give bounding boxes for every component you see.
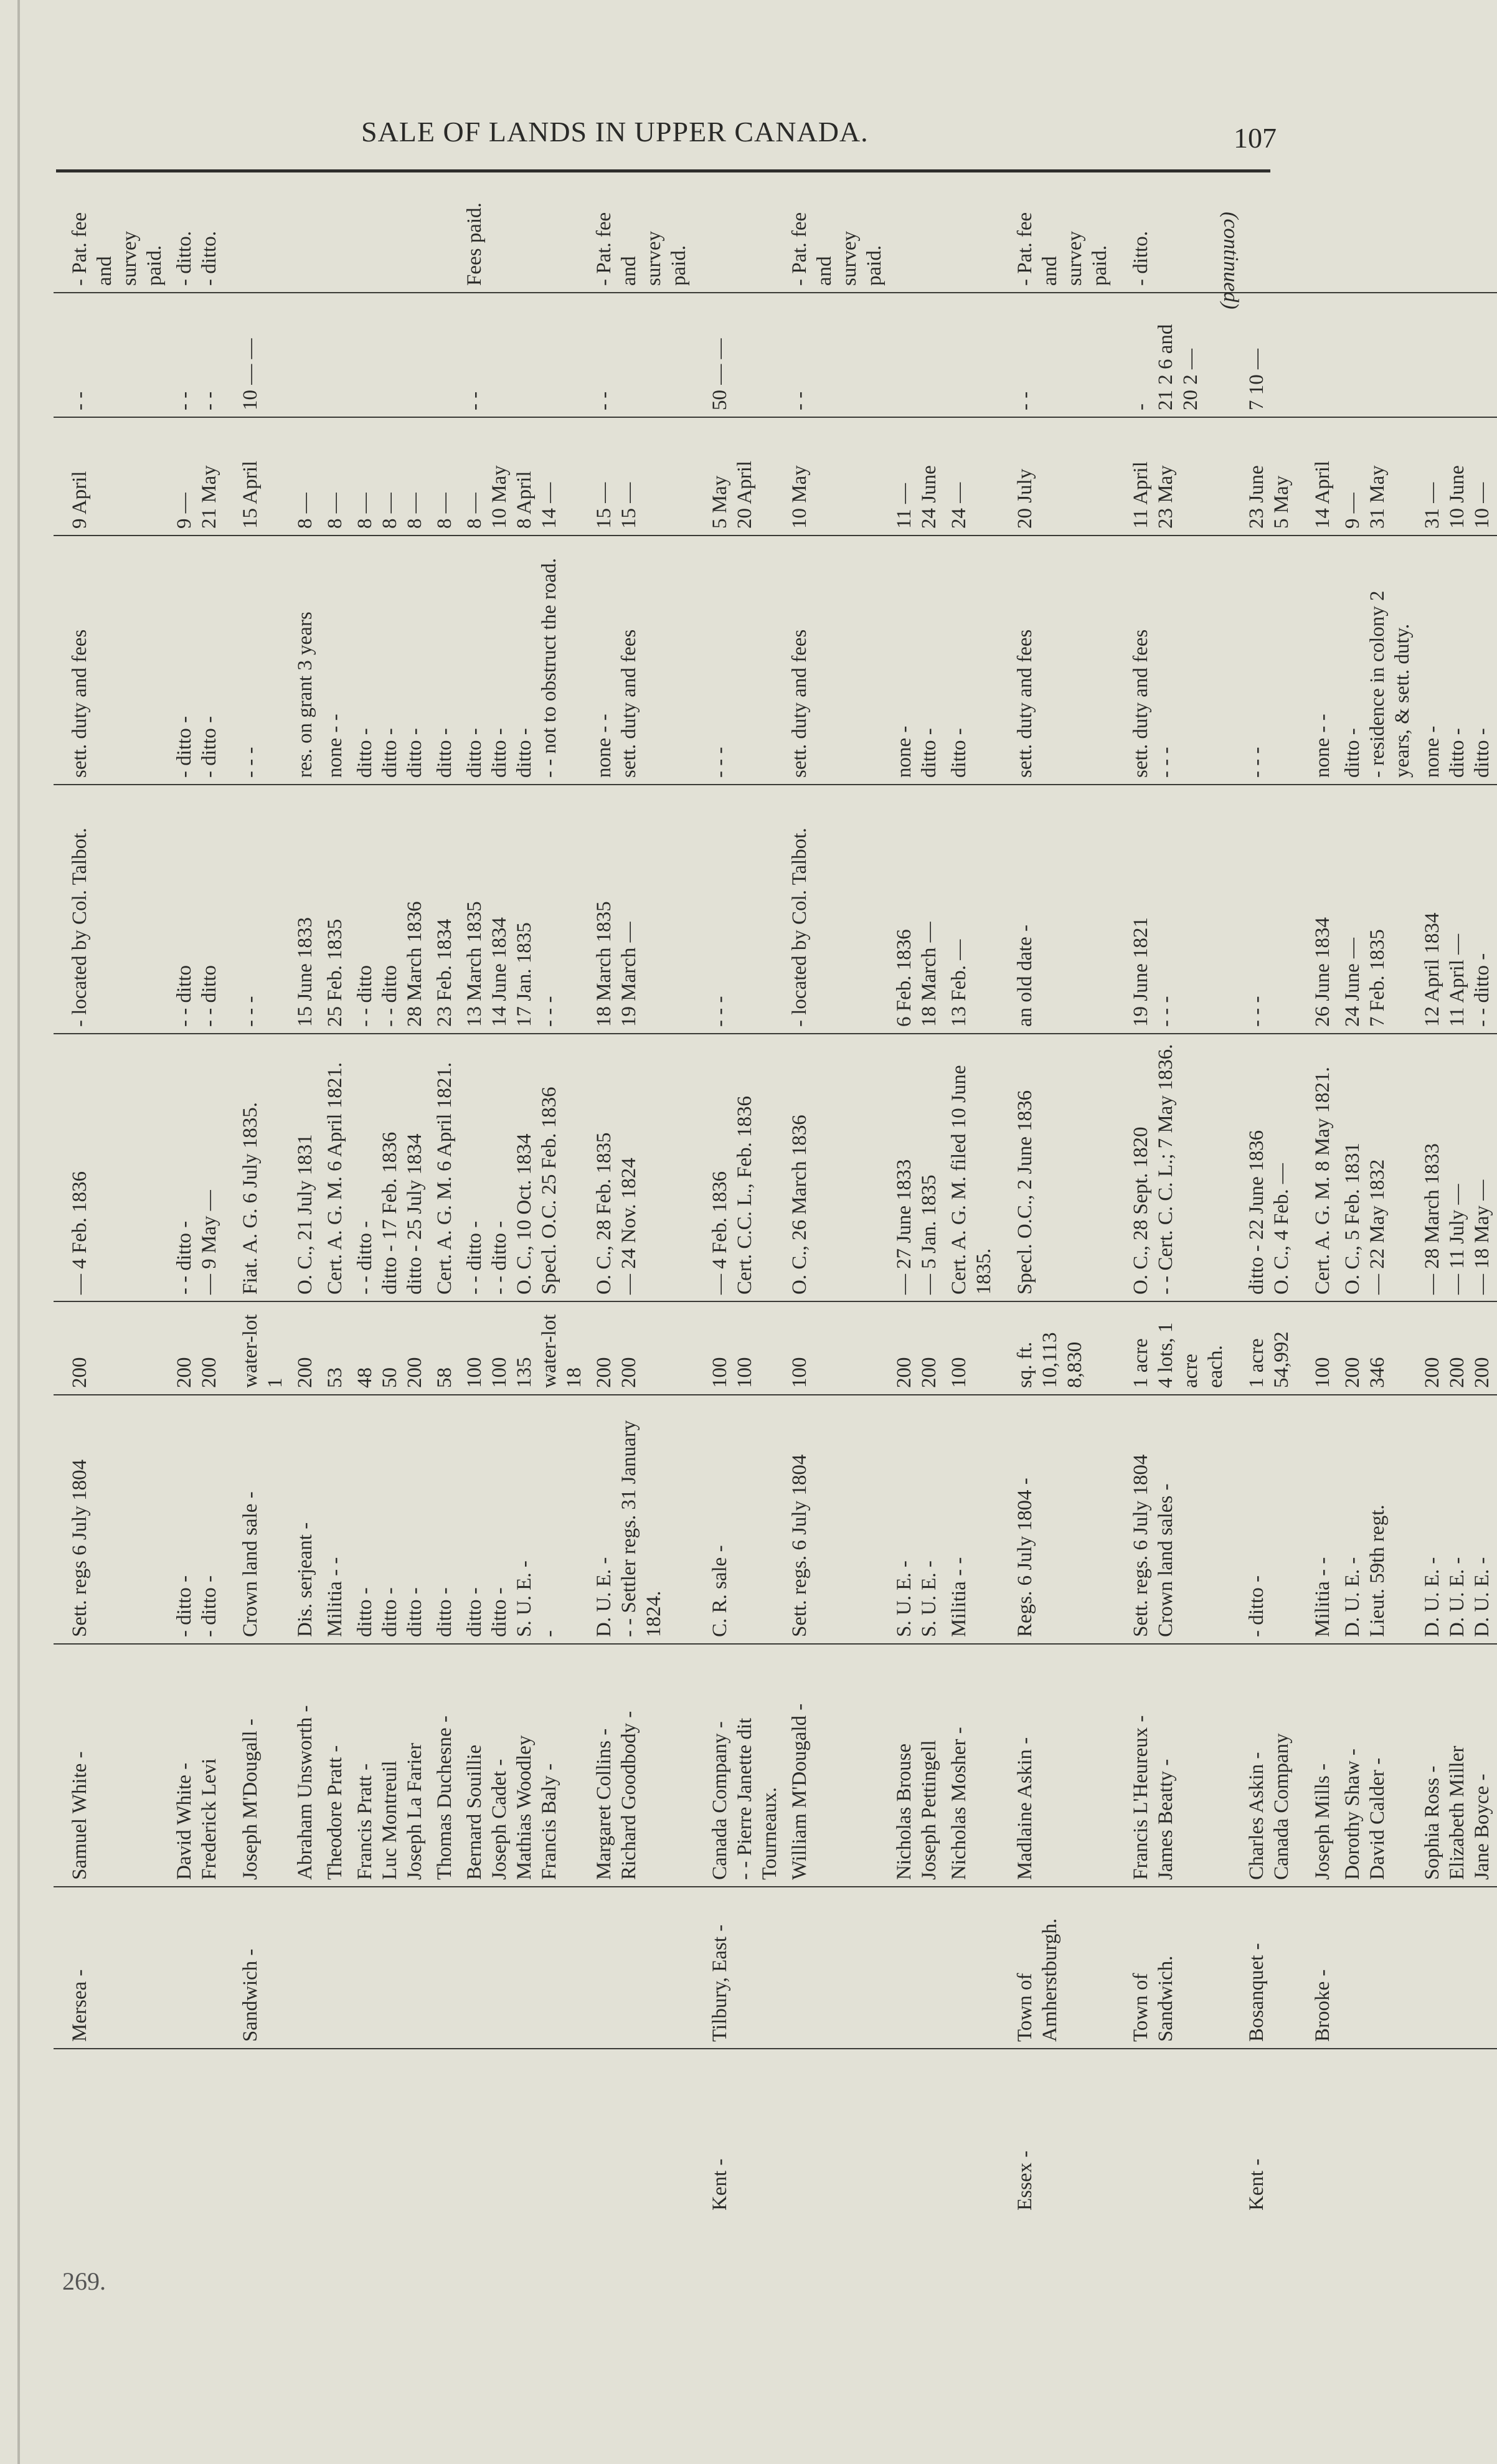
cell-township bbox=[1338, 1887, 1417, 2049]
page-binding-edge bbox=[17, 0, 20, 2464]
page-heading: SALE OF LANDS IN UPPER CANADA. bbox=[361, 116, 869, 148]
cell-located-description: 13 March 1835 14 June 1834 17 Jan. 1835 - - - bbox=[460, 785, 589, 1034]
cell-township bbox=[589, 1887, 694, 2049]
cell-fees: - - bbox=[460, 293, 589, 417]
cell-remarks: - ditto. bbox=[1115, 193, 1230, 293]
cell-township: Mersea - bbox=[54, 1887, 169, 2049]
cell-name-of-grantee: Theodore Pratt - bbox=[320, 1644, 350, 1887]
cell-order-in-council-date: - - ditto - - - ditto - O. C., 10 Oct. 1834 Specl. O.C. 25 Feb. 1836 bbox=[460, 1034, 589, 1301]
cell-name-of-grantee: Madlaine Askin - bbox=[999, 1644, 1115, 1887]
cell-district bbox=[1417, 2049, 1497, 2217]
cell-located-description: 13 Feb. — bbox=[944, 785, 999, 1034]
cell-located-description: 6 Feb. 1836 18 March — bbox=[889, 785, 944, 1034]
cell-patent-date: 8 — bbox=[430, 417, 460, 536]
cell-patent-date: 5 May 20 April bbox=[694, 417, 785, 536]
table-row bbox=[999, 193, 1115, 2217]
cell-township: Brooke - bbox=[1296, 1887, 1338, 2049]
cell-district bbox=[460, 2049, 589, 2217]
cell-conditions: none - ditto - bbox=[889, 536, 944, 785]
cell-conditions: - - - bbox=[224, 536, 290, 785]
cell-name-of-grantee: Francis L'Heureux - James Beatty - bbox=[1115, 1644, 1230, 1887]
cell-acres: 53 bbox=[320, 1301, 350, 1395]
cell-name-of-grantee: Samuel White - bbox=[54, 1644, 169, 1887]
cell-located-description: - located by Col. Talbot. bbox=[54, 785, 169, 1034]
table-row bbox=[785, 193, 889, 2217]
cell-fees bbox=[1296, 293, 1338, 417]
cell-patent-date: 14 April bbox=[1296, 417, 1338, 536]
cell-located-description: 18 March 1835 19 March — bbox=[589, 785, 694, 1034]
cell-township: Town of Sandwich. bbox=[1115, 1887, 1230, 2049]
cell-remarks bbox=[694, 193, 785, 293]
cell-fees: - - bbox=[785, 293, 889, 417]
cell-district bbox=[785, 2049, 889, 2217]
cell-name-of-grantee: David White - Frederick Levi bbox=[169, 1644, 224, 1887]
cell-order-in-council-date: - - ditto - — 9 May — bbox=[169, 1034, 224, 1301]
cell-acres: 100 bbox=[785, 1301, 889, 1395]
cell-order-in-council-date: Cert. A. G. M. 8 May 1821. bbox=[1296, 1034, 1338, 1301]
cell-conditions: sett. duty and fees bbox=[999, 536, 1115, 785]
cell-district bbox=[224, 2049, 290, 2217]
land-sales-table-rotated bbox=[54, 193, 1493, 2217]
cell-remarks: - ditto. - ditto. bbox=[169, 193, 224, 293]
cell-acres: 48 50 200 bbox=[350, 1301, 430, 1395]
cell-conditions: ditto - bbox=[430, 536, 460, 785]
cell-remarks bbox=[290, 193, 320, 293]
cell-authority: Sett. regs 6 July 1804 bbox=[54, 1395, 169, 1644]
cell-township bbox=[350, 1887, 430, 2049]
cell-fees bbox=[350, 293, 430, 417]
cell-fees bbox=[944, 293, 999, 417]
cell-district bbox=[889, 2049, 944, 2217]
cell-authority: D. U. E. - - - Settler regs. 31 January 1824. bbox=[589, 1395, 694, 1644]
cell-fees: 7 10 — bbox=[1230, 293, 1296, 417]
cell-township: Bosanquet - bbox=[1230, 1887, 1296, 2049]
cell-located-description: 25 Feb. 1835 bbox=[320, 785, 350, 1034]
cell-conditions: sett. duty and fees - - - bbox=[1115, 536, 1230, 785]
cell-patent-date: 8 — bbox=[290, 417, 320, 536]
cell-authority: - ditto - - ditto - bbox=[169, 1395, 224, 1644]
cell-acres: 100 100 bbox=[694, 1301, 785, 1395]
cell-located-description: 12 April 1834 11 April — - - ditto - bbox=[1417, 785, 1497, 1034]
table-row bbox=[460, 193, 589, 2217]
cell-located-description: - - ditto - - ditto bbox=[169, 785, 224, 1034]
cell-order-in-council-date: - - ditto - ditto - 17 Feb. 1836 ditto - 25 July 1834 bbox=[350, 1034, 430, 1301]
cell-fees bbox=[889, 293, 944, 417]
table-row bbox=[320, 193, 350, 2217]
cell-acres: 1 acre 4 lots, 1 acre each. bbox=[1115, 1301, 1230, 1395]
cell-acres: sq. ft. 10,113 8,830 bbox=[999, 1301, 1115, 1395]
cell-conditions: none - - bbox=[1296, 536, 1338, 785]
cell-remarks: - Pat. fee and survey paid. bbox=[999, 193, 1115, 293]
cell-authority: - ditto - bbox=[1230, 1395, 1296, 1644]
folio-number: 269. bbox=[62, 2267, 106, 2295]
cell-located-description: an old date - bbox=[999, 785, 1115, 1034]
cell-located-description: 24 June — 7 Feb. 1835 bbox=[1338, 785, 1417, 1034]
cell-patent-date: 11 April 23 May bbox=[1115, 417, 1230, 536]
cell-conditions: sett. duty and fees bbox=[54, 536, 169, 785]
cell-name-of-grantee: Nicholas Mosher - bbox=[944, 1644, 999, 1887]
cell-order-in-council-date: — 4 Feb. 1836 bbox=[54, 1034, 169, 1301]
cell-remarks bbox=[224, 193, 290, 293]
cell-patent-date: 10 May bbox=[785, 417, 889, 536]
cell-located-description: - - - bbox=[224, 785, 290, 1034]
cell-authority: Crown land sale - bbox=[224, 1395, 290, 1644]
cell-district bbox=[944, 2049, 999, 2217]
cell-township: Sandwich - bbox=[224, 1887, 290, 2049]
cell-located-description: - - - bbox=[694, 785, 785, 1034]
cell-fees: - - bbox=[999, 293, 1115, 417]
cell-township: Town of Amherstburgh. bbox=[999, 1887, 1115, 2049]
cell-order-in-council-date: Cert. A. G. M. filed 10 June 1835. bbox=[944, 1034, 999, 1301]
cell-patent-date: 31 — 10 June 10 — bbox=[1417, 417, 1497, 536]
cell-order-in-council-date: O. C., 21 July 1831 bbox=[290, 1034, 320, 1301]
cell-conditions: none - - bbox=[320, 536, 350, 785]
cell-remarks: Fees paid. bbox=[460, 193, 589, 293]
table-row bbox=[430, 193, 460, 2217]
cell-district bbox=[1296, 2049, 1338, 2217]
cell-patent-date: 8 — 8 — 8 — bbox=[350, 417, 430, 536]
cell-conditions: ditto - ditto - ditto - - - not to obstruct the road. bbox=[460, 536, 589, 785]
cell-conditions: - - - bbox=[1230, 536, 1296, 785]
cell-authority: ditto - ditto - S. U. E. - - bbox=[460, 1395, 589, 1644]
cell-district bbox=[350, 2049, 430, 2217]
cell-remarks: - Pat. fee and survey paid. bbox=[785, 193, 889, 293]
table-row bbox=[224, 193, 290, 2217]
cell-order-in-council-date: O. C., 28 Feb. 1835 — 24 Nov. 1824 bbox=[589, 1034, 694, 1301]
cell-patent-date: 8 — 10 May 8 April 14 — bbox=[460, 417, 589, 536]
cell-remarks: - Pat. fee and survey paid. bbox=[589, 193, 694, 293]
cell-located-description: 26 June 1834 bbox=[1296, 785, 1338, 1034]
cell-located-description: - - ditto - - ditto 28 March 1836 bbox=[350, 785, 430, 1034]
cell-district bbox=[290, 2049, 320, 2217]
cell-district bbox=[320, 2049, 350, 2217]
cell-fees bbox=[1417, 293, 1497, 417]
cell-district bbox=[54, 2049, 169, 2217]
cell-name-of-grantee: Dorothy Shaw - David Calder - bbox=[1338, 1644, 1417, 1887]
cell-conditions: res. on grant 3 years bbox=[290, 536, 320, 785]
cell-conditions: ditto - - residence in colony 2 years, & sett. duty. bbox=[1338, 536, 1417, 785]
cell-authority: Sett. regs. 6 July 1804 Crown land sales - bbox=[1115, 1395, 1230, 1644]
table-row bbox=[350, 193, 430, 2217]
cell-fees bbox=[320, 293, 350, 417]
cell-district: Essex - bbox=[1014, 2150, 1036, 2211]
cell-district bbox=[430, 2049, 460, 2217]
cell-acres: 200 346 bbox=[1338, 1301, 1417, 1395]
cell-order-in-council-date: — 4 Feb. 1836 Cert. C.C. L., Feb. 1836 bbox=[694, 1034, 785, 1301]
cell-authority: ditto - bbox=[430, 1395, 460, 1644]
cell-fees: 50 — — bbox=[694, 293, 785, 417]
cell-patent-date: 9 April bbox=[54, 417, 169, 536]
cell-order-in-council-date: — 27 June 1833 — 5 Jan. 1835 bbox=[889, 1034, 944, 1301]
cell-township bbox=[944, 1887, 999, 2049]
cell-conditions: none - - sett. duty and fees bbox=[589, 536, 694, 785]
cell-fees: - - bbox=[54, 293, 169, 417]
cell-district bbox=[169, 2049, 224, 2217]
cell-patent-date: 9 — 21 May bbox=[169, 417, 224, 536]
land-sales-table bbox=[54, 193, 1497, 2217]
cell-township bbox=[320, 1887, 350, 2049]
cell-township bbox=[460, 1887, 589, 2049]
cell-name-of-grantee: Joseph M'Dougall - bbox=[224, 1644, 290, 1887]
cell-authority: C. R. sale - bbox=[694, 1395, 785, 1644]
cell-conditions: - - - bbox=[694, 536, 785, 785]
cell-authority: Militia - - bbox=[320, 1395, 350, 1644]
cell-district: Kent - bbox=[709, 2158, 731, 2211]
cell-name-of-grantee: Abraham Unsworth - bbox=[290, 1644, 320, 1887]
cell-order-in-council-date: Fiat. A. G. 6 July 1835. bbox=[224, 1034, 290, 1301]
cell-fees: - 21 2 6 and 20 2 — bbox=[1115, 293, 1230, 417]
cell-remarks bbox=[1338, 193, 1417, 293]
cell-authority: D. U. E. - D. U. E. - D. U. E. - bbox=[1417, 1395, 1497, 1644]
cell-township bbox=[1417, 1887, 1497, 2049]
cell-order-in-council-date: Cert. A. G. M. 6 April 1821. bbox=[320, 1034, 350, 1301]
table-row bbox=[54, 193, 169, 2217]
cell-name-of-grantee: Bernard Souillie Joseph Cadet - Mathias Woodley Francis Baly - bbox=[460, 1644, 589, 1887]
cell-township bbox=[889, 1887, 944, 2049]
cell-conditions: ditto - bbox=[944, 536, 999, 785]
cell-acres: 1 acre 54,992 bbox=[1230, 1301, 1296, 1395]
cell-authority: Sett. regs. 6 July 1804 bbox=[785, 1395, 889, 1644]
cell-patent-date: 15 April bbox=[224, 417, 290, 536]
heading-rule bbox=[56, 169, 1270, 172]
table-row bbox=[889, 193, 944, 2217]
cell-remarks bbox=[350, 193, 430, 293]
cell-authority: ditto - ditto - ditto - bbox=[350, 1395, 430, 1644]
cell-fees: 10 — — bbox=[224, 293, 290, 417]
cell-located-description: - located by Col. Talbot. bbox=[785, 785, 889, 1034]
cell-order-in-council-date: O. C., 5 Feb. 1831 — 22 May 1832 bbox=[1338, 1034, 1417, 1301]
cell-conditions: - ditto - - ditto - bbox=[169, 536, 224, 785]
cell-acres: 200 200 bbox=[169, 1301, 224, 1395]
continued-note: (continued) bbox=[1219, 212, 1242, 309]
cell-conditions: none - ditto - ditto - bbox=[1417, 536, 1497, 785]
cell-located-description: 15 June 1833 bbox=[290, 785, 320, 1034]
cell-patent-date: 20 July bbox=[999, 417, 1115, 536]
cell-order-in-council-date: Specl. O.C., 2 June 1836 bbox=[999, 1034, 1115, 1301]
cell-name-of-grantee: Margaret Collins - Richard Goodbody - bbox=[589, 1644, 694, 1887]
cell-remarks bbox=[1417, 193, 1497, 293]
cell-remarks bbox=[320, 193, 350, 293]
table-row bbox=[1115, 193, 1230, 2217]
cell-acres: 200 bbox=[54, 1301, 169, 1395]
cell-authority: Regs. 6 July 1804 - bbox=[999, 1395, 1115, 1644]
cell-remarks bbox=[1296, 193, 1338, 293]
cell-fees: - - - - bbox=[169, 293, 224, 417]
cell-order-in-council-date: Cert. A. G. M. 6 April 1821. bbox=[430, 1034, 460, 1301]
cell-located-description: 19 June 1821 - - - bbox=[1115, 785, 1230, 1034]
cell-authority: Militia - - bbox=[944, 1395, 999, 1644]
cell-order-in-council-date: ditto - 22 June 1836 O. C., 4 Feb. — bbox=[1230, 1034, 1296, 1301]
cell-name-of-grantee: William M'Dougald - bbox=[785, 1644, 889, 1887]
cell-remarks bbox=[944, 193, 999, 293]
cell-patent-date: 11 — 24 June bbox=[889, 417, 944, 536]
cell-remarks bbox=[430, 193, 460, 293]
page-number: 107 bbox=[1234, 122, 1277, 154]
cell-township: Tilbury, East - bbox=[694, 1887, 785, 2049]
cell-remarks: - Pat. fee and survey paid. bbox=[54, 193, 169, 293]
cell-located-description: - - - bbox=[1230, 785, 1296, 1034]
cell-fees bbox=[430, 293, 460, 417]
cell-name-of-grantee: Nicholas Brouse Joseph Pettingell bbox=[889, 1644, 944, 1887]
cell-order-in-council-date: O. C., 26 March 1836 bbox=[785, 1034, 889, 1301]
table-row bbox=[944, 193, 999, 2217]
cell-acres: 100 100 135 water-lot 18 bbox=[460, 1301, 589, 1395]
cell-fees: - - bbox=[589, 293, 694, 417]
cell-name-of-grantee: Canada Company - - - Pierre Janette dit Tourneaux. bbox=[694, 1644, 785, 1887]
cell-acres: 200 200 200 bbox=[1417, 1301, 1497, 1395]
cell-acres: water-lot 1 bbox=[224, 1301, 290, 1395]
table-row bbox=[694, 193, 785, 2217]
cell-township bbox=[290, 1887, 320, 2049]
cell-district bbox=[1115, 2049, 1230, 2217]
cell-district: Kent - bbox=[1245, 2158, 1268, 2211]
cell-patent-date: 8 — bbox=[320, 417, 350, 536]
cell-acres: 200 200 bbox=[589, 1301, 694, 1395]
cell-authority: Militia - - bbox=[1296, 1395, 1338, 1644]
cell-order-in-council-date: — 28 March 1833 — 11 July — — 18 May — bbox=[1417, 1034, 1497, 1301]
cell-conditions: sett. duty and fees bbox=[785, 536, 889, 785]
cell-township bbox=[785, 1887, 889, 2049]
cell-township bbox=[169, 1887, 224, 2049]
table-row bbox=[1230, 193, 1296, 2217]
table-row bbox=[1338, 193, 1417, 2217]
cell-patent-date: 23 June 5 May bbox=[1230, 417, 1296, 536]
table-row bbox=[589, 193, 694, 2217]
cell-remarks bbox=[889, 193, 944, 293]
cell-order-in-council-date: O. C., 28 Sept. 1820 - - Cert. C. C. L.; 7 May 1836. bbox=[1115, 1034, 1230, 1301]
cell-patent-date: 15 — 15 — bbox=[589, 417, 694, 536]
cell-name-of-grantee: Charles Askin - Canada Company bbox=[1230, 1644, 1296, 1887]
cell-authority: D. U. E. - Lieut. 59th regt. bbox=[1338, 1395, 1417, 1644]
cell-name-of-grantee: Francis Pratt - Luc Montreuil Joseph La Farier bbox=[350, 1644, 430, 1887]
cell-district bbox=[589, 2049, 694, 2217]
cell-acres: 100 bbox=[944, 1301, 999, 1395]
table-row bbox=[1417, 193, 1497, 2217]
cell-acres: 100 bbox=[1296, 1301, 1338, 1395]
cell-district bbox=[1338, 2049, 1417, 2217]
table-row bbox=[1296, 193, 1338, 2217]
cell-name-of-grantee: Sophia Ross - Elizabeth Miller Jane Boyce - bbox=[1417, 1644, 1497, 1887]
table-row bbox=[290, 193, 320, 2217]
table-body bbox=[54, 193, 1497, 2217]
cell-township bbox=[430, 1887, 460, 2049]
cell-authority: S. U. E. - S. U. E. - bbox=[889, 1395, 944, 1644]
cell-patent-date: 9 — 31 May bbox=[1338, 417, 1417, 536]
cell-authority: Dis. serjeant - bbox=[290, 1395, 320, 1644]
cell-patent-date: 24 — bbox=[944, 417, 999, 536]
table-row bbox=[169, 193, 224, 2217]
cell-fees bbox=[290, 293, 320, 417]
cell-name-of-grantee: Joseph Mills - bbox=[1296, 1644, 1338, 1887]
cell-acres: 200 200 bbox=[889, 1301, 944, 1395]
cell-fees bbox=[1338, 293, 1417, 417]
cell-conditions: ditto - ditto - ditto - bbox=[350, 536, 430, 785]
cell-acres: 58 bbox=[430, 1301, 460, 1395]
cell-located-description: 23 Feb. 1834 bbox=[430, 785, 460, 1034]
cell-name-of-grantee: Thomas Duchesne - bbox=[430, 1644, 460, 1887]
cell-acres: 200 bbox=[290, 1301, 320, 1395]
